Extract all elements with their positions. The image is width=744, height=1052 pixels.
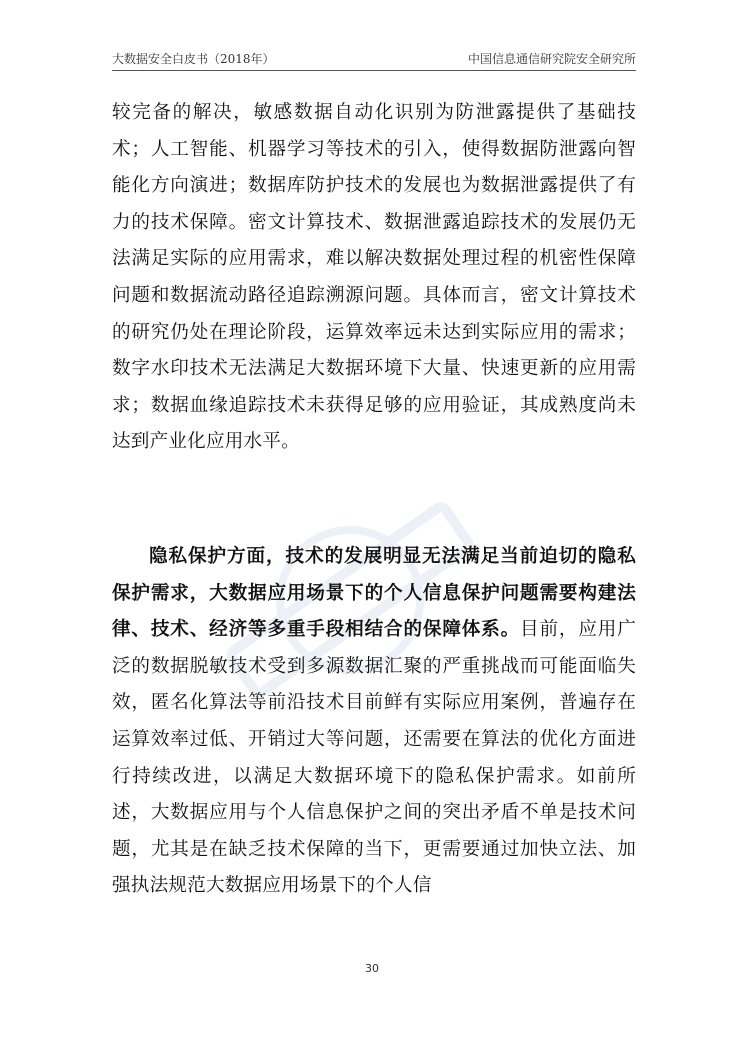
paragraph-1-text: 较完备的解决，敏感数据自动化识别为防泄露提供了基础技术；人工智能、机器学习等技术的引入，使得数据防泄露向智能化方向演进；数据库防护技术的发展也为数据泄露提供了有力的技术保障。密文计算技术、数据泄露追踪技术的发展仍无法满足实际的应用需求，难以解决数据处理过程的机密性保障问题和数据流动路径追踪溯源问题。具体而言，密文计算技术的研究仍处在理论阶段，运算效率远未达到实际应用的需求；数字水印技术无法满足大数据环境下大量、快速更新的应用需求；数据血缘追踪技术未获得足够的应用验证，其成熟度尚未达到产业化应用水平。	[112, 102, 636, 453]
paragraph-2-bold-lead: 隐私保护方面，技术的发展明显无法满足当前迫切的隐私保护需求，大数据应用场景下的个人信息保护问题需要构建法律、技术、经济等多重手段相结合的保障体系。	[112, 546, 636, 641]
paragraph-privacy-protection	[112, 539, 636, 905]
header-document-title: 大数据安全白皮书（2018年）	[112, 52, 275, 66]
header-divider	[112, 70, 636, 71]
running-header	[112, 50, 636, 70]
paragraph-data-leak-protection	[112, 95, 636, 461]
page-number: 30	[365, 962, 379, 975]
header-organization: 中国信息通信研究院安全研究所	[467, 52, 636, 66]
paragraph-2-text: 目前，应用广泛的数据脱敏技术受到多源数据汇聚的严重挑战而可能面临失效，匿名化算法等前沿技术目前鲜有实际应用案例，普遍存在运算效率过低、开销过大等问题，还需要在算法的优化方面进行持续改进，以满足大数据环境下的隐私保护需求。如前所述，大数据应用与个人信息保护之间的突出矛盾不单是技术问题，尤其是在缺乏技术保障的当下，更需要通过加快立法、加强执法规范大数据应用场景下的个人信	[112, 619, 636, 897]
